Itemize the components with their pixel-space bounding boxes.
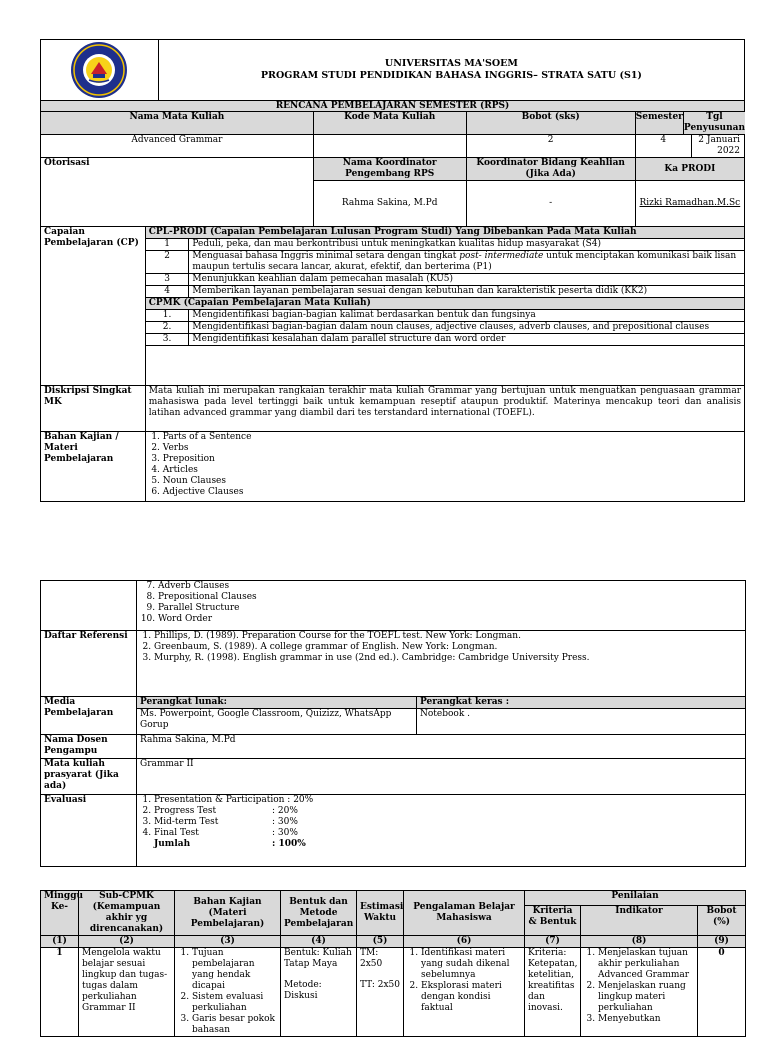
university-name: UNIVERSITAS MA'SOEM: [384, 58, 518, 69]
col-subcpmk: Sub-CPMK (Kemampuan akhir yg direncanakan): [79, 891, 175, 936]
materials-list-a: [149, 432, 741, 498]
indicator-point: 2. Menjelaskan ruang lingkup materi perkuliahan: [598, 981, 694, 1014]
rps-info-table: [40, 580, 746, 867]
material-point: 3. Garis besar pokok bahasan: [192, 1014, 277, 1036]
indicator-ol: [584, 948, 694, 1025]
prereq-value: Grammar II: [137, 759, 746, 795]
material-item: 8. Prepositional Clauses: [158, 592, 742, 603]
evaluation-ol: [140, 795, 742, 839]
col-number: (5): [357, 936, 404, 948]
cpmk-text: Mengidentifikasi bagian-bagian kalimat berdasarkan bentuk dan fungsinya: [189, 310, 745, 322]
software-label: Perangkat lunak:: [137, 697, 417, 709]
method-method: Metode: Diskusi: [284, 980, 322, 1001]
cpl-no: 2: [145, 251, 189, 274]
semester-date-cell: [635, 135, 744, 158]
time-tm: TM: 2x50: [360, 948, 383, 969]
week-number: 1: [41, 948, 79, 1037]
lecturer-label: Nama Dosen Pengampu: [41, 735, 137, 759]
description-label: Diskripsi Singkat MK: [41, 386, 146, 432]
schedule-table: [40, 890, 746, 1037]
evaluation-item: [154, 806, 742, 817]
cp-label: Capaian Pembelajaran (CP): [41, 227, 146, 386]
logo-cell: [41, 40, 159, 101]
col-course-code: Kode Mata Kuliah: [313, 112, 466, 135]
cpl-text: Memberikan layanan pembelajaran sesuai dengan kebutuhan dan karakteristik peserta didik (KK2): [189, 286, 745, 298]
cpl-no: 4: [145, 286, 189, 298]
evaluation-item: [154, 828, 742, 839]
software-value: Ms. Powerpoint, Google Classroom, Quizizz, WhatsApp Gorup: [137, 709, 417, 735]
col-criteria: Kriteria & Bentuk: [525, 906, 581, 936]
col-experience: Pengalaman Belajar Mahasiswa: [404, 891, 525, 936]
rps-header-table: [40, 39, 745, 502]
cpl-no: 1: [145, 239, 189, 251]
material-point: 1. Tujuan pembelajaran yang hendak dicapai: [192, 948, 277, 992]
head-label: Ka PRODI: [635, 158, 744, 181]
coord-field-label: Koordinator Bidang Keahlian (Jika Ada): [466, 158, 635, 181]
references-ol: [140, 631, 742, 664]
cpl-text: Peduli, peka, dan mau berkontribusi untuk meningkatkan kualitas hidup masyarakat (S4): [189, 239, 745, 251]
reference-item: 3. Murphy, R. (1998). English grammar in use (2nd ed.). Cambridge: Cambridge University Press.: [154, 653, 742, 664]
experience-cell: [404, 948, 525, 1037]
references-list: [137, 631, 746, 697]
col-week: Minggu Ke-: [41, 891, 79, 936]
coord-field-name: -: [466, 181, 635, 227]
course-credits: 2: [466, 135, 635, 158]
eval-value: : 20%: [287, 795, 314, 805]
cpmk-title: CPMK (Capaian Pembelajaran Mata Kuliah): [145, 298, 744, 310]
indicator-point: 3. Menyebutkan: [598, 1014, 694, 1025]
col-number: (7): [525, 936, 581, 948]
eval-name: Mid-term Test: [154, 817, 219, 827]
indicator-point: 1. Menjelaskan tujuan akhir perkuliahan Advanced Grammar: [598, 948, 694, 981]
col-number: (2): [79, 936, 175, 948]
col-semester-and-date: [635, 112, 744, 135]
authorization-label: Otorisasi: [41, 158, 314, 227]
evaluation-item: [154, 795, 742, 806]
material-item: 1. Parts of a Sentence: [163, 432, 741, 443]
reference-item: 1. Phillips, D. (1989). Preparation Course for the TOEFL test. New York: Longman.: [154, 631, 742, 642]
course-date: 2 Januari 2022: [698, 135, 740, 156]
cpmk-no: 3.: [145, 334, 189, 346]
experience-ol: [407, 948, 521, 1014]
coord-dev-label: Nama Koordinator Pengembang RPS: [313, 158, 466, 181]
col-number: (9): [698, 936, 746, 948]
eval-value: : 20%: [272, 806, 298, 816]
col-weight: Bobot (%): [698, 906, 746, 936]
col-credits: Bobot (sks): [466, 112, 635, 135]
col-indicator: Indikator: [581, 906, 698, 936]
material-item: 4. Articles: [163, 465, 741, 476]
university-logo: [69, 40, 129, 100]
media-label: Media Pembelajaran: [41, 697, 137, 735]
col-number: (3): [175, 936, 281, 948]
materials-list-cont: [137, 581, 746, 631]
material-cell: [175, 948, 281, 1037]
cpmk-text: Mengidentifikasi bagian-bagian dalam noun clauses, adjective clauses, adverb clauses, and prepositional clauses: [189, 322, 745, 334]
indicator-cell: [581, 948, 698, 1037]
head-name: Rizki Ramadhan.M.Sc: [635, 181, 744, 227]
doc-title: RENCANA PEMBELAJARAN SEMESTER (RPS): [41, 101, 745, 112]
method-form: Bentuk: Kuliah Tatap Maya: [284, 948, 352, 969]
hardware-value: Notebook .: [417, 709, 746, 735]
material-item: 3. Preposition: [163, 454, 741, 465]
col-semester: Semester: [636, 112, 684, 134]
col-number: (1): [41, 936, 79, 948]
experience-point: 2. Eksplorasi materi dengan kondisi faktual: [421, 981, 521, 1014]
coord-dev-name: Rahma Sakina, M.Pd: [313, 181, 466, 227]
lecturer-value: Rahma Sakina, M.Pd: [137, 735, 746, 759]
hardware-label: Perangkat keras :: [417, 697, 746, 709]
time-tt: TT: 2x50: [360, 980, 400, 990]
prereq-label: Mata kuliah prasyarat (Jika ada): [41, 759, 137, 795]
cpmk-no: 1.: [145, 310, 189, 322]
material-item: 7. Adverb Clauses: [158, 581, 742, 592]
col-time: Estimasi Waktu: [357, 891, 404, 936]
experience-point: 1. Identifikasi materi yang sudah dikenal sebelumnya: [421, 948, 521, 981]
materials-label: Bahan Kajian / Materi Pembelajaran: [41, 432, 146, 502]
material-item: 9. Parallel Structure: [158, 603, 742, 614]
material-item: 5. Noun Clauses: [163, 476, 741, 487]
col-method: Bentuk dan Metode Pembelajaran: [281, 891, 357, 936]
method-cell: [281, 948, 357, 1037]
criteria-text: Kriteria: Ketepatan, ketelitian, kreatifitas dan inovasi.: [525, 948, 581, 1037]
material-item: 6. Adjective Clauses: [163, 487, 741, 498]
material-item: 10. Word Order: [158, 614, 742, 625]
eval-name: Presentation & Participation: [154, 795, 285, 805]
material-item: 2. Verbs: [163, 443, 741, 454]
cpl-text-italic: post- intermediate: [459, 251, 544, 261]
material-point: 2. Sistem evaluasi perkuliahan: [192, 992, 277, 1014]
materials-list-b: [140, 581, 742, 625]
col-material: Bahan Kajian (Materi Pembelajaran): [175, 891, 281, 936]
course-semester: 4: [636, 135, 692, 157]
time-cell: [357, 948, 404, 1037]
description-text: Mata kuliah ini merupakan rangkaian terakhir mata kuliah Grammar yang bertujuan untuk menguatkan penguasaan grammar mahasiswa pada level tertinggi baik untuk kemampuan reseptif ataupun produktif. Materinya mencakup teori dan analisis latihan advanced grammar yang diambil dari tes terstandard international (TOEFL).: [145, 386, 744, 432]
cp-blank-cell: [145, 346, 744, 386]
col-number: (6): [404, 936, 525, 948]
course-code: [313, 135, 466, 158]
cpl-no: 3: [145, 274, 189, 286]
cpl-text: [189, 251, 745, 274]
course-name: Advanced Grammar: [41, 135, 314, 158]
evaluation-item: [154, 817, 742, 828]
cpl-text-part: untuk menciptakan komunikasi baik lisan maupun tertulis secara lancar, akurat, efektif, dan berterima (P1): [192, 251, 737, 272]
weight-value: 0: [698, 948, 746, 1037]
col-date: Tgl Penyusunan: [683, 112, 746, 133]
col-number: (8): [581, 936, 698, 948]
col-course-name: Nama Mata Kuliah: [41, 112, 314, 135]
eval-value: : 30%: [272, 828, 298, 838]
eval-total-value: : 100%: [272, 839, 306, 849]
col-number: (4): [281, 936, 357, 948]
materials-list: [145, 432, 744, 502]
program-name: PROGRAM STUDI PENDIDIKAN BAHASA INGGRIS– STRATA SATU (S1): [260, 70, 642, 81]
eval-name: Progress Test: [154, 806, 217, 816]
col-assessment: Penilaian: [525, 891, 746, 906]
references-label: Daftar Referensi: [41, 631, 137, 697]
cpmk-no: 2.: [145, 322, 189, 334]
eval-total-label: Jumlah: [154, 839, 191, 849]
evaluation-label: Evaluasi: [41, 795, 137, 867]
reference-item: 2. Greenbaum, S. (1989). A college grammar of English. New York: Longman.: [154, 642, 742, 653]
subcpmk-text: Mengelola waktu belajar sesuai lingkup dan tugas-tugas dalam perkuliahan Grammar II: [79, 948, 175, 1037]
material-ol: [178, 948, 277, 1036]
cpl-text: Menunjukkan keahlian dalam pemecahan masalah (KU5): [189, 274, 745, 286]
cpl-prodi-title: CPL-PRODI (Capaian Pembelajaran Lulusan Program Studi) Yang Dibebankan Pada Mata Kuliah: [145, 227, 744, 239]
eval-name: Final Test: [154, 828, 199, 838]
evaluation-total: [140, 839, 742, 850]
evaluation-list: [137, 795, 746, 867]
materials-cont-label: [41, 581, 137, 631]
university-title-cell: [158, 40, 744, 101]
cpmk-text: Mengidentifikasi kesalahan dalam parallel structure dan word order: [189, 334, 745, 346]
eval-value: : 30%: [272, 817, 298, 827]
cpl-text-part: Menguasai bahasa Inggris minimal setara dengan tingkat: [192, 251, 460, 261]
